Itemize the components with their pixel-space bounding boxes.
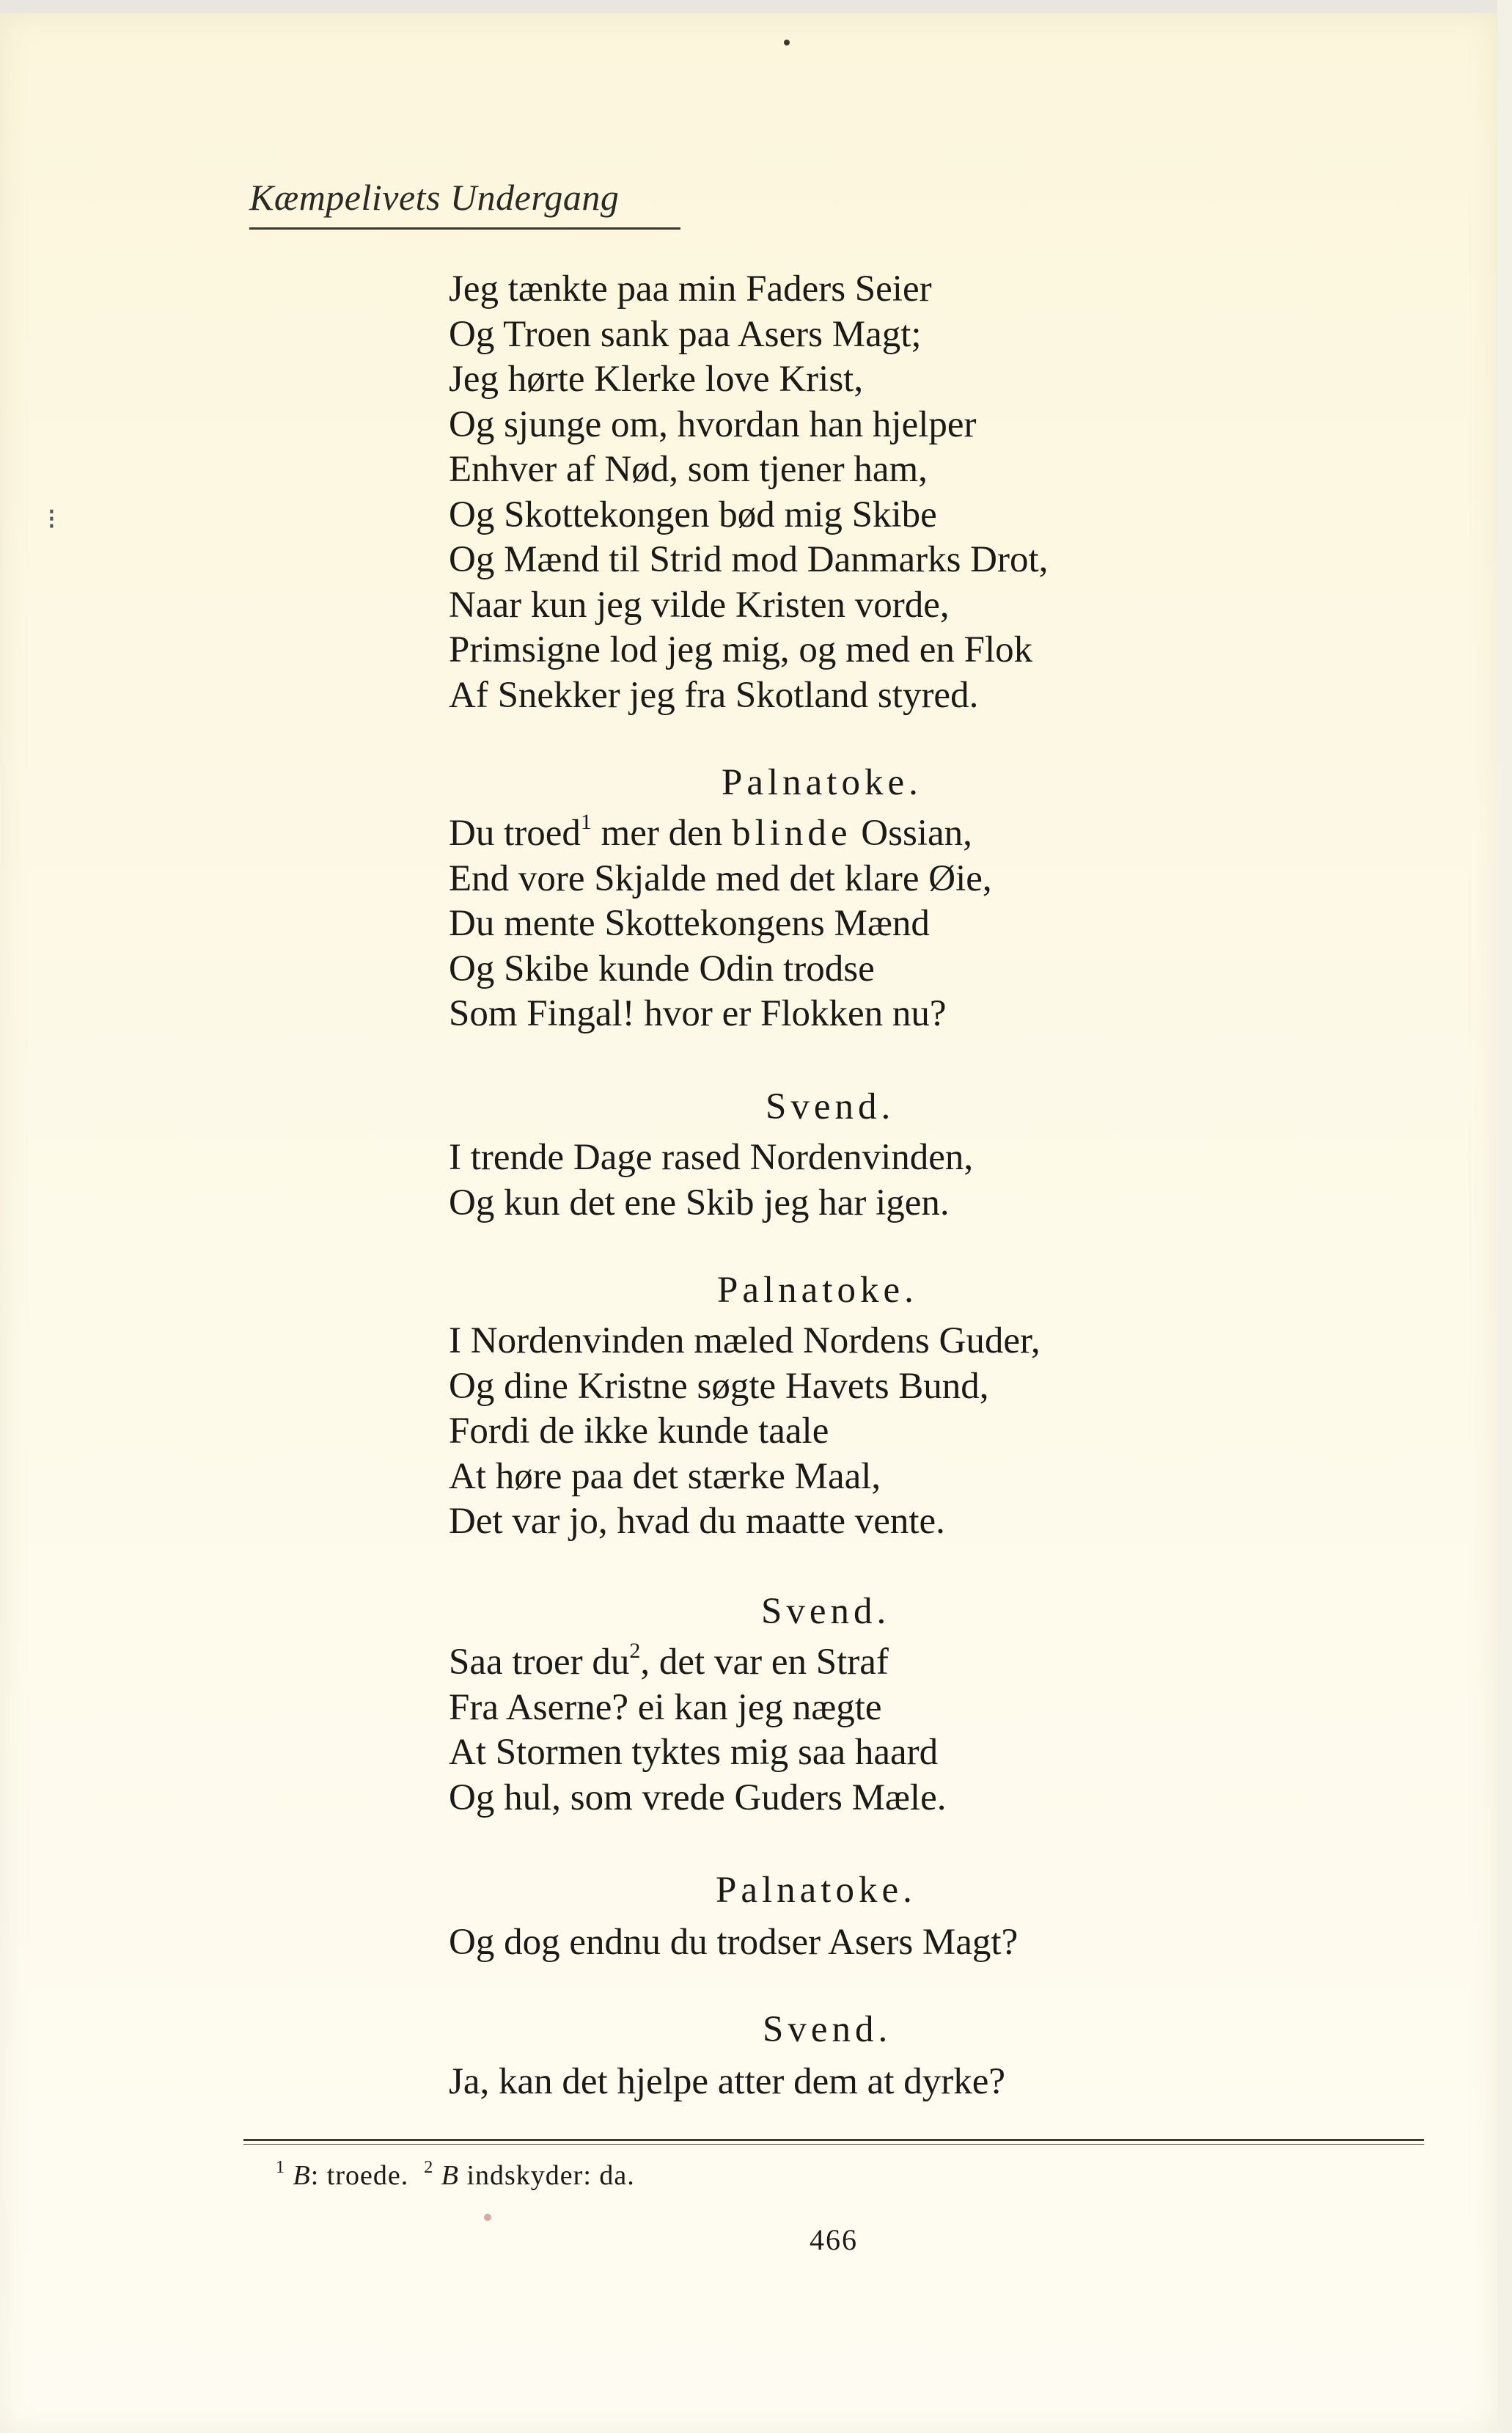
- verse-text: Du troed: [449, 813, 581, 854]
- footnote-text: : troede.: [310, 2160, 409, 2191]
- verse-line: Ja, kan det hjelpe atter dem at dyrke?: [449, 2061, 1005, 2102]
- verse-block-svend-2: [449, 1640, 1314, 1821]
- footnotes: [276, 2159, 635, 2192]
- verse-line: I trende Dage rased Nordenvinden,: [449, 1137, 974, 1178]
- footnote-source: B: [441, 2160, 459, 2191]
- footnote-marker: 1: [580, 810, 592, 834]
- verse-line: Det var jo, hvad du maatte vente.: [449, 1501, 945, 1542]
- verse-block-opening: [449, 267, 1314, 718]
- verse-line: Af Snekker jeg fra Skotland styred.: [449, 674, 979, 716]
- emphasized-word: blinde: [732, 813, 852, 854]
- footnote-rule-thin: [243, 2144, 1424, 2145]
- speaker-name: Palnatoke.: [716, 1870, 917, 1911]
- verse-line: Og Troen sank paa Asers Magt;: [449, 313, 922, 355]
- verse-line: Og Skibe kunde Odin trodse: [449, 948, 875, 989]
- verse-line: Og Mænd til Strid mod Danmarks Drot,: [449, 539, 1049, 580]
- speaker-name: Palnatoke.: [722, 762, 922, 803]
- verse-line: Jeg tænkte paa min Faders Seier: [449, 268, 932, 310]
- verse-line: I Nordenvinden mæled Nordens Guder,: [449, 1320, 1041, 1361]
- ink-speck: [484, 2214, 491, 2221]
- ink-speck: [784, 40, 790, 45]
- verse-line: Fra Aserne? ei kan jeg nægte: [449, 1686, 882, 1728]
- speaker-name: Svend.: [763, 2009, 892, 2050]
- footnote-source: B: [293, 2160, 311, 2191]
- verse-block-svend-1: [449, 1135, 1314, 1226]
- verse-line: [449, 811, 1314, 857]
- verse-line: Du mente Skottekongens Mænd: [449, 903, 930, 944]
- footnote-marker: 2: [629, 1639, 641, 1663]
- verse-text: Saa troer du: [449, 1642, 630, 1683]
- verse-text: , det var en Straf: [640, 1642, 889, 1683]
- verse-line: Og kun det ene Skib jeg har igen.: [449, 1182, 950, 1223]
- book-page: [0, 13, 1502, 2433]
- verse-line: Og Skottekongen bød mig Skibe: [449, 494, 937, 535]
- verse-line: [449, 1640, 1314, 1686]
- verse-line: Enhver af Nød, som tjener ham,: [449, 449, 928, 490]
- verse-line: Naar kun jeg vilde Kristen vorde,: [449, 584, 950, 626]
- verse-line: Og hul, som vrede Guders Mæle.: [449, 1777, 947, 1818]
- footnote-number: 1: [276, 2158, 285, 2177]
- verse-text: mer den: [591, 813, 733, 854]
- speaker-name: Svend.: [761, 1591, 891, 1632]
- verse-block-palnatoke-2: [449, 1319, 1314, 1545]
- margin-pencil-mark: ⁝: [47, 502, 56, 535]
- footnote-text: indskyder: da.: [458, 2160, 635, 2191]
- speaker-name: Palnatoke.: [717, 1270, 918, 1311]
- page-number: 466: [810, 2223, 858, 2256]
- footnote-rule: [243, 2139, 1424, 2141]
- verse-line: Og sjunge om, hvordan han hjelper: [449, 403, 977, 445]
- verse-text: Ossian,: [851, 813, 972, 854]
- speaker-name: Svend.: [766, 1086, 895, 1127]
- verse-line: Fordi de ikke kunde taale: [449, 1411, 829, 1452]
- verse-line: Som Fingal! hvor er Flokken nu?: [449, 993, 947, 1034]
- verse-block-palnatoke-3: [449, 1920, 1314, 1966]
- verse-block-palnatoke-1: [449, 811, 1314, 1037]
- verse-line: Jeg hørte Klerke love Krist,: [449, 359, 864, 400]
- verse-block-svend-3: [449, 2060, 1314, 2105]
- running-head: Kæmpelivets Undergang: [249, 177, 620, 218]
- verse-line: Primsigne lod jeg mig, og med en Flok: [449, 629, 1033, 670]
- verse-line: At Stormen tyktes mig saa haard: [449, 1732, 939, 1773]
- verse-line: Og dog endnu du trodser Asers Magt?: [449, 1922, 1019, 1963]
- footnote-number: 2: [424, 2158, 434, 2177]
- verse-line: At høre paa det stærke Maal,: [449, 1455, 881, 1497]
- page-edge: [1497, 0, 1512, 2433]
- running-head-rule: [249, 227, 680, 230]
- verse-line: End vore Skjalde med det klare Øie,: [449, 857, 992, 899]
- verse-line: Og dine Kristne søgte Havets Bund,: [449, 1365, 989, 1407]
